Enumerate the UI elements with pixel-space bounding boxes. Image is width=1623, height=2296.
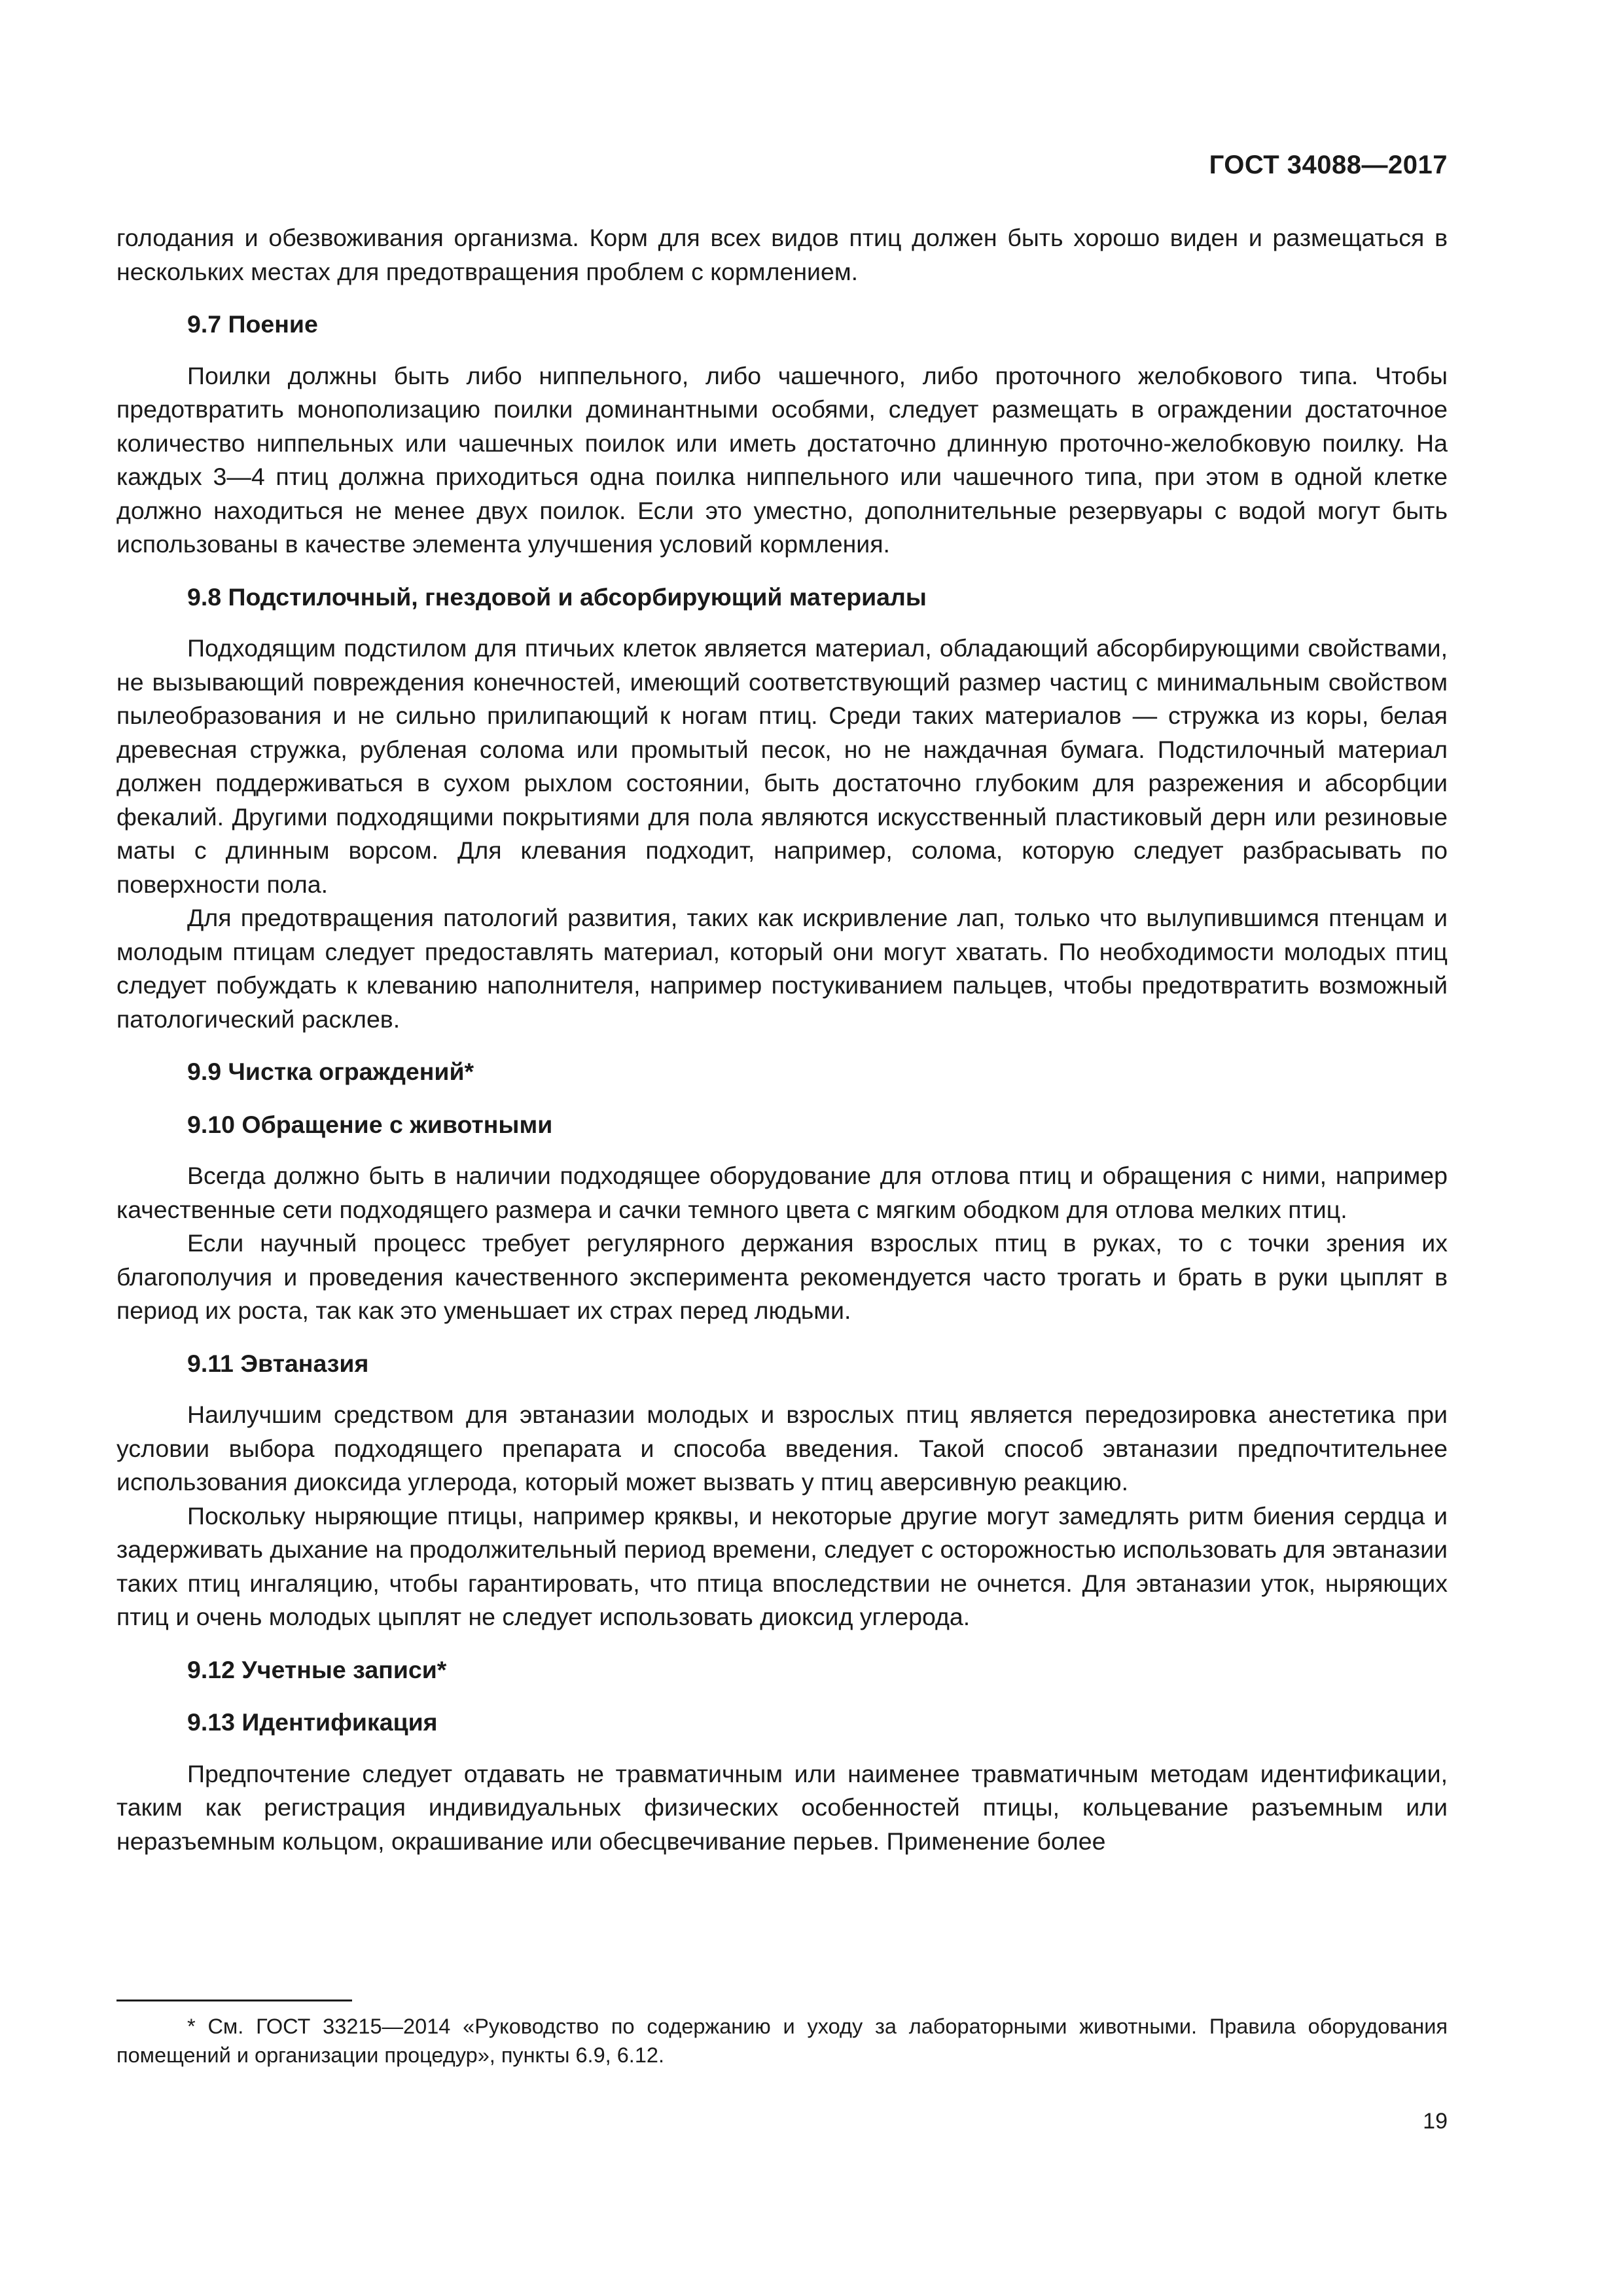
section-heading-9-8: 9.8 Подстилочный, гнездовой и абсорбирующий материалы: [187, 583, 927, 611]
paragraph-identification: Предпочтение следует отдавать не травматичным или наименее травматичным методам идентификации, таким как регистрация индивидуальных физических особенностей птицы, кольцевание разъемным или неразъемным кольцом, окрашивание или обесцвечивание перьев. Применение более: [116, 1759, 1448, 1855]
section-heading-9-12: 9.12 Учетные записи*: [187, 1655, 447, 1683]
page-number: 19: [1423, 2109, 1448, 2134]
section-heading-9-13: 9.13 Идентификация: [187, 1708, 438, 1736]
section-heading-9-7: 9.7 Поение: [187, 310, 318, 338]
paragraph-watering: Поилки должны быть либо ниппельного, либо чашечного, либо проточного желобкового типа. Чтобы предотвратить монополизацию поилки доминантными особями, следует размещать в ограждении достаточное количество ниппельных или чашечных поилок или иметь достаточно длинную проточно-желобковую поилку. На каждых 3—4 птиц должна приходиться одна поилка ниппельного или чашечного типа, при этом в одной клетке должно находиться не менее двух поилок. Если это уместно, дополнительные резервуары с водой могут быть использованы в качестве элемента улучшения условий кормления.: [116, 361, 1448, 558]
paragraph-bedding: Подходящим подстилом для птичьих клеток является материал, обладающий абсорбирующими свойствами, не вызывающий повреждения конечностей, имеющий соответствующий размер частиц с минимальным свойством пылеобразования и не сильно прилипающий к ногам птиц. Среди таких материалов — стружка из коры, белая древесная стружка, рубленая солома или промытый песок, но не наждачная бумага. Подстилочный материал должен поддерживаться в сухом рыхлом состоянии, быть достаточно глубоким для разрежения и абсорбции фекалий. Другими подходящими покрытиями для пола являются искусственный пластиковый дерн или резиновые маты с длинным ворсом. Для клевания подходит, например, солома, которую следует разбрасывать по поверхности пола.: [116, 634, 1448, 898]
main-text: [116, 221, 1448, 1858]
paragraph-bedding-pathology: Для предотвращения патологий развития, таких как искривление лап, только что вылупившимся птенцам и молодым птицам следует предоставлять материал, который они могут хватать. По необходимости молодых птиц следует побуждать к клеванию наполнителя, например постукиванием пальцев, чтобы предотвратить возможный патологический расклев.: [116, 904, 1448, 1033]
document-header-standard: ГОСТ 34088—2017: [1209, 151, 1448, 179]
paragraph-euthanasia-diving-birds: Поскольку ныряющие птицы, например кряквы, и некоторые другие могут замедлять ритм биения сердца и задерживать дыхание на продолжительный период времени, следует с осторожностью использовать для эвтаназии таких птиц ингаляцию, чтобы гарантировать, что птица впоследствии не очнется. Для эвтаназии уток, ныряющих птиц и очень молодых цыплят не следует использовать диоксид углерода.: [116, 1501, 1448, 1630]
footnote: * См. ГОСТ 33215—2014 «Руководство по содержанию и уходу за лабораторными животными. Правила оборудования помещений и организации процедур», пункты 6.9, 6.12.: [116, 2015, 1448, 2067]
section-heading-9-9: 9.9 Чистка ограждений*: [187, 1058, 474, 1085]
paragraph-handling-equipment: Всегда должно быть в наличии подходящее оборудование для отлова птиц и обращения с ними, например качественные сети подходящего размера и сачки темного цвета с мягким ободком для отлова мелких птиц.: [116, 1162, 1448, 1223]
footnote-divider: [116, 2000, 352, 2001]
paragraph-handling-chicks: Если научный процесс требует регулярного держания взрослых птиц в руках, то с точки зрения их благополучия и проведения качественного эксперимента рекомендуется часто трогать и брать в руки цыплят в период их роста, так как это уменьшает их страх перед людьми.: [116, 1229, 1448, 1324]
paragraph-continued: голодания и обезвоживания организма. Корм для всех видов птиц должен быть хорошо виден и размещаться в нескольких местах для предотвращения проблем с кормлением.: [116, 224, 1448, 285]
paragraph-euthanasia: Наилучшим средством для эвтаназии молодых и взрослых птиц является передозировка анестетика при условии выбора подходящего препарата и способа введения. Такой способ эвтаназии предпочтительнее использования диоксида углерода, который может вызвать у птиц аверсивную реакцию.: [116, 1401, 1448, 1496]
section-heading-9-11: 9.11 Эвтаназия: [187, 1349, 369, 1377]
section-heading-9-10: 9.10 Обращение с животными: [187, 1110, 553, 1138]
